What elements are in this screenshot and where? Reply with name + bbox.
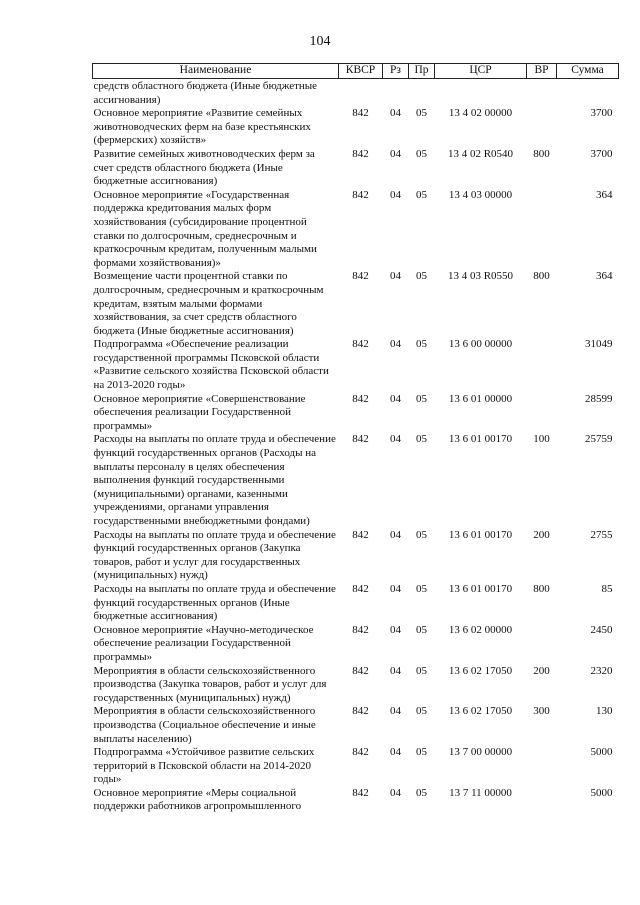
cell-sum: 31049: [585, 338, 613, 351]
cell-vr: [527, 787, 557, 814]
table-row: [93, 529, 619, 583]
cell-pr: [409, 79, 435, 108]
header-kvsr: КВСР: [339, 64, 383, 79]
cell-sum: 85: [601, 582, 613, 595]
cell-sum: 2755: [590, 528, 613, 541]
cell-sum: 28599: [585, 392, 613, 405]
cell-kvsr: [339, 79, 383, 108]
table-row: [93, 338, 619, 392]
cell-csr: 13 6 01 00000: [448, 392, 513, 405]
cell-vr: [527, 338, 557, 392]
cell-pr: 05: [416, 392, 427, 405]
cell-name: Основное мероприятие «Совершенствование обеспечения реализации Государственной программы»: [93, 392, 306, 432]
cell-pr: 05: [416, 664, 427, 677]
cell-rz: 04: [390, 188, 401, 201]
cell-name: средств областного бюджета (Иные бюджетные ассигнования): [93, 80, 318, 106]
cell-rz: 04: [390, 107, 401, 120]
cell-name: Основное мероприятие «Государственная поддержка кредитования малых форм хозяйствования (субсидирование процентной ставки по долгосрочным, среднесрочным и краткосрочным кредитам, полученным малыми формами хозяйствования)»: [93, 188, 317, 269]
header-rz: Рз: [383, 64, 409, 79]
cell-sum: 25759: [585, 433, 613, 446]
cell-rz: [383, 79, 409, 108]
table-row: [93, 79, 619, 108]
table-row: [93, 393, 619, 434]
cell-pr: 05: [416, 188, 427, 201]
table-row: [93, 624, 619, 665]
table-row: [93, 107, 619, 148]
cell-name: Расходы на выплаты по оплате труда и обеспечение функций государственных органов (Иные бюджетные ассигнования): [93, 582, 336, 623]
cell-sum: 364: [596, 188, 613, 201]
cell-pr: 05: [416, 338, 427, 351]
cell-csr: 13 6 02 17050: [448, 664, 513, 677]
cell-vr: 100: [533, 433, 550, 446]
table-header-row: [93, 64, 619, 79]
cell-name: Основное мероприятие «Научно-методическое обеспечение реализации Государственной программы»: [93, 623, 314, 663]
table-row: [93, 270, 619, 338]
cell-kvsr: 842: [352, 582, 369, 595]
table-row: [93, 787, 619, 814]
cell-pr: 05: [416, 107, 427, 120]
cell-rz: 04: [390, 705, 401, 718]
table-row: [93, 189, 619, 271]
cell-rz: 04: [390, 582, 401, 595]
cell-name: Подпрограмма «Обеспечение реализации государственной программы Псковской области «Развитие сельского хозяйства Псковской области на 2013-2020 годы»: [93, 338, 329, 392]
cell-vr: [527, 189, 557, 271]
cell-kvsr: 842: [352, 433, 369, 446]
cell-kvsr: 842: [352, 705, 369, 718]
cell-name: Подпрограмма «Устойчивое развитие сельских территорий в Псковской области на 2014-2020 годы»: [93, 746, 315, 786]
cell-name: Расходы на выплаты по оплате труда и обеспечение функций государственных органов (Закупка товаров, работ и услуг для государственных (муниципальных) нужд): [93, 528, 336, 582]
cell-vr: [527, 393, 557, 434]
page-number: 104: [309, 34, 331, 49]
cell-vr: [527, 746, 557, 787]
cell-sum: [557, 79, 619, 108]
cell-rz: 04: [390, 786, 401, 799]
cell-csr: 13 4 02 R0540: [447, 147, 514, 160]
cell-kvsr: 842: [352, 786, 369, 799]
cell-csr: 13 4 03 R0550: [447, 270, 514, 283]
cell-csr: [435, 79, 527, 108]
cell-sum: 3700: [590, 107, 613, 120]
header-pr: Пр: [409, 64, 435, 79]
cell-pr: 05: [416, 786, 427, 799]
cell-rz: 04: [390, 270, 401, 283]
cell-pr: 05: [416, 433, 427, 446]
cell-sum: 2320: [590, 664, 613, 677]
cell-vr: 300: [533, 705, 550, 718]
header-csr: ЦСР: [435, 64, 527, 79]
cell-pr: 05: [416, 705, 427, 718]
table-row: [93, 148, 619, 189]
cell-name: Основное мероприятие «Меры социальной поддержки работников агропромышленного: [93, 786, 302, 813]
header-vr: ВР: [527, 64, 557, 79]
cell-vr: [527, 107, 557, 148]
cell-sum: 5000: [590, 786, 613, 799]
cell-name: Мероприятия в области сельскохозяйственного производства (Социальное обеспечение и иные выплаты населению): [93, 705, 316, 745]
cell-kvsr: 842: [352, 338, 369, 351]
cell-pr: 05: [416, 528, 427, 541]
table-row: [93, 433, 619, 528]
cell-name: Расходы на выплаты по оплате труда и обеспечение функций государственных органов (Расходы на выплаты персоналу в целях обеспечения выполнения функций государственными (муниципальными) органами, казенными учреждениями, органами управления государственными внебюджетными фондами): [93, 433, 336, 527]
cell-csr: 13 4 03 00000: [448, 188, 513, 201]
budget-table: [92, 63, 619, 814]
cell-rz: 04: [390, 528, 401, 541]
cell-vr: 200: [533, 528, 550, 541]
cell-rz: 04: [390, 623, 401, 636]
cell-rz: 04: [390, 664, 401, 677]
cell-rz: 04: [390, 338, 401, 351]
cell-pr: 05: [416, 147, 427, 160]
cell-csr: 13 6 01 00170: [448, 528, 513, 541]
cell-pr: 05: [416, 270, 427, 283]
cell-name: Основное мероприятие «Развитие семейных животноводческих ферм на базе крестьянских (фермерских) хозяйств»: [93, 107, 311, 147]
cell-pr: 05: [416, 582, 427, 595]
cell-kvsr: 842: [352, 188, 369, 201]
cell-sum: 2450: [590, 623, 613, 636]
cell-kvsr: 842: [352, 107, 369, 120]
cell-rz: 04: [390, 433, 401, 446]
cell-sum: 364: [596, 270, 613, 283]
cell-csr: 13 6 01 00170: [448, 582, 513, 595]
cell-vr: [527, 624, 557, 665]
cell-pr: 05: [416, 623, 427, 636]
cell-vr: 800: [533, 147, 550, 160]
header-name: Наименование: [93, 64, 339, 79]
table-row: [93, 665, 619, 706]
cell-kvsr: 842: [352, 528, 369, 541]
cell-rz: 04: [390, 147, 401, 160]
cell-vr: 800: [533, 582, 550, 595]
cell-kvsr: 842: [352, 147, 369, 160]
cell-kvsr: 842: [352, 623, 369, 636]
cell-rz: 04: [390, 392, 401, 405]
cell-kvsr: 842: [352, 746, 369, 759]
cell-sum: 3700: [590, 147, 613, 160]
cell-csr: 13 6 02 17050: [448, 705, 513, 718]
cell-vr: 200: [533, 664, 550, 677]
cell-csr: 13 7 00 00000: [448, 746, 513, 759]
cell-kvsr: 842: [352, 270, 369, 283]
cell-csr: 13 6 00 00000: [448, 338, 513, 351]
cell-rz: 04: [390, 746, 401, 759]
table-row: [93, 705, 619, 746]
cell-name: Возмещение части процентной ставки по долгосрочным, среднесрочным и краткосрочным кредитам, взятым малыми формами хозяйствования, за счет средств областного бюджета (Иные бюджетные ассигнования): [93, 270, 324, 337]
header-sum: Сумма: [557, 64, 619, 79]
table-row: [93, 746, 619, 787]
cell-csr: 13 6 02 00000: [448, 623, 513, 636]
cell-csr: 13 7 11 00000: [449, 786, 512, 799]
cell-kvsr: 842: [352, 392, 369, 405]
cell-name: Развитие семейных животноводческих ферм за счет средств областного бюджета (Иные бюджетные ассигнования): [93, 147, 315, 188]
table-row: [93, 583, 619, 624]
cell-vr: 800: [533, 270, 550, 283]
cell-csr: 13 4 02 00000: [448, 107, 513, 120]
cell-vr: [527, 79, 557, 108]
cell-sum: 5000: [590, 746, 613, 759]
cell-name: Мероприятия в области сельскохозяйственного производства (Закупка товаров, работ и услуг для государственных (муниципальных) нужд): [93, 664, 327, 704]
cell-kvsr: 842: [352, 664, 369, 677]
cell-sum: 130: [596, 705, 613, 718]
cell-csr: 13 6 01 00170: [448, 433, 513, 446]
cell-pr: 05: [416, 746, 427, 759]
